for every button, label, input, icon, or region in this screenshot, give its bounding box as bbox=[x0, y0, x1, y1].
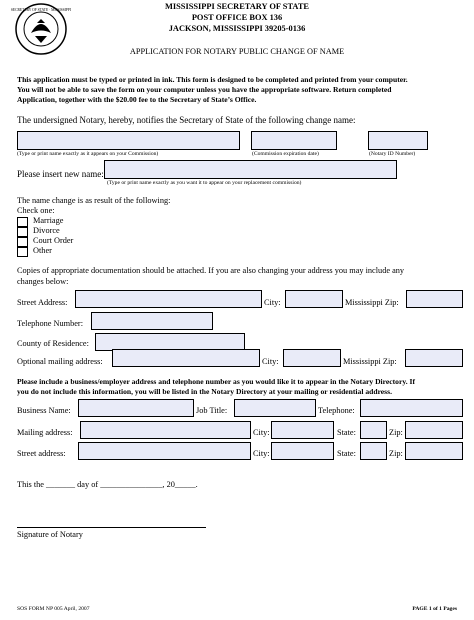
optional-city-field[interactable] bbox=[283, 349, 341, 367]
option-marriage-label: Marriage bbox=[33, 216, 64, 225]
business-note-line-2: you do not include this information, you will be listed in the Notary Directory at your mailing or residential address. bbox=[17, 387, 392, 396]
caption-current-name: (Type or print name exactly as it appears on your Commission) bbox=[17, 151, 159, 157]
new-name-label: Please insert new name: bbox=[17, 169, 104, 179]
caption-new-name: (Type or print name exactly as you want it to appear on your replacement commission) bbox=[107, 180, 302, 186]
divorce-checkbox[interactable] bbox=[17, 227, 28, 237]
city-label: City: bbox=[264, 298, 281, 307]
instructions-line-2: You will not be able to save the form on your computer unless you have the appropriate software. Return completed bbox=[17, 85, 392, 94]
mailing-state-label: State: bbox=[337, 428, 356, 437]
option-court-order-label: Court Order bbox=[33, 236, 74, 245]
business-state-field[interactable] bbox=[360, 442, 387, 460]
option-other-label: Other bbox=[33, 246, 52, 255]
telephone-label: Telephone Number: bbox=[17, 319, 84, 328]
optional-mailing-label: Optional mailing address: bbox=[17, 357, 103, 366]
city-field[interactable] bbox=[285, 290, 343, 308]
change-reason-label: The name change is as result of the following: bbox=[17, 196, 171, 205]
mailing-city-label: City: bbox=[253, 428, 270, 437]
option-divorce-label: Divorce bbox=[33, 226, 60, 235]
zip-field[interactable] bbox=[406, 290, 463, 308]
commission-expiration-field[interactable] bbox=[251, 131, 337, 150]
footer-page-number: PAGE 1 of 1 Pages bbox=[412, 606, 457, 612]
business-note-line-1: Please include a business/employer address and telephone number as you would like it to appear in the Notary Directory. If bbox=[17, 377, 415, 386]
documentation-line-1: Copies of appropriate documentation should be attached. If you are also changing your address you may include any bbox=[17, 266, 405, 275]
notify-text: The undersigned Notary, hereby, notifies the Secretary of State of the following change name: bbox=[17, 115, 356, 125]
other-checkbox[interactable] bbox=[17, 247, 28, 257]
street-address-field[interactable] bbox=[75, 290, 262, 308]
form-title: APPLICATION FOR NOTARY PUBLIC CHANGE OF NAME bbox=[129, 47, 345, 56]
business-name-label: Business Name: bbox=[17, 406, 71, 415]
optional-city-label: City: bbox=[262, 357, 279, 366]
signature-label: Signature of Notary bbox=[17, 530, 83, 539]
optional-zip-label: Mississippi Zip: bbox=[343, 357, 397, 366]
county-label: County of Residence: bbox=[17, 339, 89, 348]
mailing-address-label: Mailing address: bbox=[17, 428, 73, 437]
business-zip-field[interactable] bbox=[405, 442, 463, 460]
business-state-label: State: bbox=[337, 449, 356, 458]
business-street-field[interactable] bbox=[78, 442, 251, 460]
business-telephone-field[interactable] bbox=[360, 399, 463, 417]
header-line-2: POST OFFICE BOX 136 bbox=[191, 13, 283, 22]
instructions-line-3: Application, together with the $20.00 fee to the Secretary of State’s Office. bbox=[17, 95, 257, 104]
instructions-line-1: This application must be typed or printed in ink. This form is designed to be completed and printed from your computer. bbox=[17, 75, 408, 84]
job-title-label: Job Title: bbox=[196, 406, 228, 415]
mailing-state-field[interactable] bbox=[360, 421, 387, 439]
mailing-zip-label: Zip: bbox=[389, 428, 403, 437]
header-line-1: MISSISSIPPI SECRETARY OF STATE bbox=[164, 2, 310, 11]
street-address-label: Street Address: bbox=[17, 298, 68, 307]
business-city-field[interactable] bbox=[271, 442, 334, 460]
mailing-city-field[interactable] bbox=[271, 421, 334, 439]
footer-form-id: SOS FORM NP 005 April, 2007 bbox=[17, 606, 90, 612]
zip-label: Mississippi Zip: bbox=[345, 298, 399, 307]
business-city-label: City: bbox=[253, 449, 270, 458]
signature-line[interactable] bbox=[17, 527, 206, 528]
business-street-label: Street address: bbox=[17, 449, 66, 458]
telephone-field[interactable] bbox=[91, 312, 213, 330]
court-order-checkbox[interactable] bbox=[17, 237, 28, 247]
marriage-checkbox[interactable] bbox=[17, 217, 28, 227]
business-name-field[interactable] bbox=[78, 399, 194, 417]
caption-commission-date: (Commission expiration date) bbox=[252, 151, 319, 157]
mailing-zip-field[interactable] bbox=[405, 421, 463, 439]
mailing-address-field[interactable] bbox=[80, 421, 251, 439]
notary-id-field[interactable] bbox=[368, 131, 428, 150]
business-telephone-label: Telephone: bbox=[318, 406, 355, 415]
current-name-field[interactable] bbox=[17, 131, 240, 150]
optional-mailing-field[interactable] bbox=[112, 349, 260, 367]
check-one-label: Check one: bbox=[17, 206, 55, 215]
date-line: This the _______ day of _______________, 20_____. bbox=[17, 480, 198, 489]
new-name-field[interactable] bbox=[104, 160, 397, 179]
business-zip-label: Zip: bbox=[389, 449, 403, 458]
caption-notary-id: (Notary ID Number) bbox=[369, 151, 416, 157]
job-title-field[interactable] bbox=[234, 399, 316, 417]
header-line-3: JACKSON, MISSISSIPPI 39205-0136 bbox=[168, 24, 306, 33]
seal-text: SECRETARY OF STATE · MISSISSIPPI bbox=[10, 8, 72, 12]
optional-zip-field[interactable] bbox=[405, 349, 463, 367]
documentation-line-2: changes below: bbox=[17, 277, 69, 286]
